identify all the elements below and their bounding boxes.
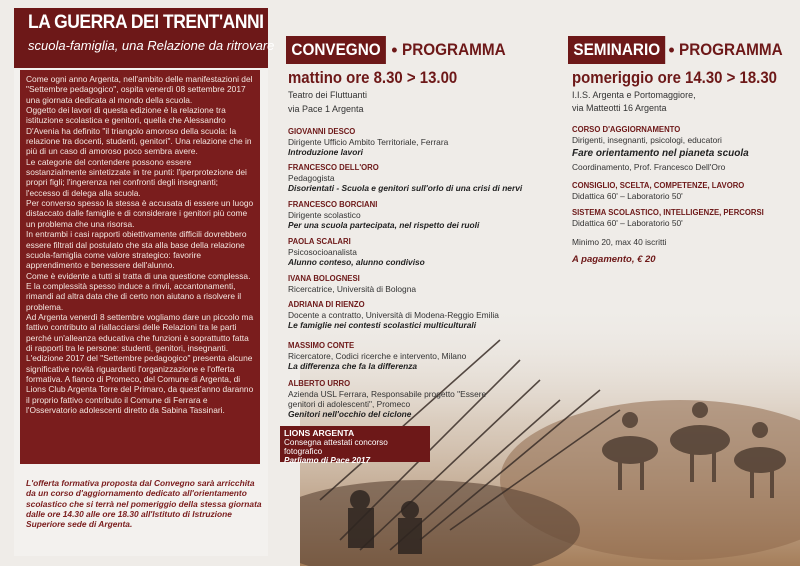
brochure-subtitle: scuola-famiglia, una Relazione da ritrovare: [28, 38, 275, 53]
speaker-role: Dirigente Ufficio Ambito Territoriale, Ferrara: [288, 137, 449, 147]
intro-header: [14, 8, 275, 68]
speaker-role: Pedagogista: [288, 173, 335, 183]
lions-talk: Parliamo di Pace 2017: [284, 456, 371, 465]
convegno-address: via Pace 1 Argenta: [288, 104, 364, 114]
speaker-talk: Per una scuola partecipata, nel rispetto dei ruoli: [288, 220, 480, 230]
speaker-name: GIOVANNI DESCO: [288, 126, 356, 136]
speaker-name: MASSIMO CONTE: [288, 340, 355, 350]
intro-panel: [14, 8, 275, 556]
intro-paragraph: Come ogni anno Argenta, nell'ambito delle manifestazioni del "Settembre pedagogico", ospita venerdì 08 settembre 2017 una giornata dedicata al mondo della scuola.: [26, 74, 253, 105]
intro-text: [20, 70, 260, 464]
course-role: Didattica 60' – Laboratorio 50': [572, 191, 683, 201]
intro-paragraph: Per converso spesso la stessa è accusata di essere un luogo distaccato dalle famiglie e di considerare i genitori più come un problema che una risorsa.: [26, 198, 254, 229]
convegno-title: PROGRAMMA: [401, 40, 506, 59]
course-role: Dirigenti, insegnanti, psicologi, educatori: [572, 135, 722, 145]
speaker-role: Dirigente scolastico: [288, 210, 361, 220]
header-dot: •: [668, 39, 675, 60]
course-name: SISTEMA SCOLASTICO, INTELLIGENZE, PERCORSI: [572, 207, 764, 217]
intro-paragraph: Come è evidente a tutti si tratta di una questione complessa. E la complessità spesso induce a rinvii, accantonamenti, rimandi ad altra data che di certo non aiutano a risolvere il problema.: [26, 270, 251, 312]
speaker-role: Docente a contratto, Università di Modena-Reggio Emilia: [288, 310, 499, 320]
seminario-tag: SEMINARIO: [568, 36, 666, 64]
seminario-title: PROGRAMMA: [678, 40, 783, 59]
speaker-name: IVANA BOLOGNESI: [288, 273, 360, 283]
intro-paragraph: L'edizione 2017 del "Settembre pedagogico" presenta alcune significative novità riguardanti l'organizzazione e l'offerta formativa. A fianco di Promeco, del Comune di Argenta, di Lions Club Argenta Torre del Primaro, da quest'anno daranno il proprio fattivo contributo il Comune di Ferrara e l'Osservatorio adolescenti diretto da Sabina Tassinari.: [26, 353, 254, 415]
brochure-title: LA GUERRA DEI TRENT'ANNI: [28, 12, 264, 33]
intro-paragraph: Le categorie del contendere possono essere sostanzialmente sintetizzate in tre punti: l'iperprotezione dei propri figli; l'ingerenza nei confronti degli insegnanti; l'eccesso di delega alla scuola.: [26, 156, 247, 198]
speaker-talk: Disorientati - Scuola e genitori sull'orlo di una crisi di nervi: [288, 183, 523, 193]
seminario-header: [568, 36, 794, 64]
course-name: CONSIGLIO, SCELTA, COMPETENZE, LAVORO: [572, 180, 745, 190]
course-title: Fare orientamento nel pianeta scuola: [572, 148, 749, 159]
seminario-time: pomeriggio ore 14.30 > 18.30: [572, 68, 777, 87]
course-name: CORSO D'AGGIORNAMENTO: [572, 124, 681, 134]
speaker-name: ALBERTO URRO: [288, 378, 351, 388]
enrollment-limit: Minimo 20, max 40 iscritti: [572, 237, 667, 247]
speaker-talk: Le famiglie nei contesti scolastici multiculturali: [288, 320, 477, 330]
speaker-talk: Genitori nell'occhio del ciclone: [288, 409, 412, 419]
speaker-name: PAOLA SCALARI: [288, 236, 351, 246]
course-role: Didattica 60' – Laboratorio 50': [572, 218, 683, 228]
speaker-name: ADRIANA DI RIENZO: [288, 299, 365, 309]
seminario-venue: I.I.S. Argenta e Portomaggiore,: [572, 90, 696, 100]
course-note: L'offerta formativa proposta dal Convegno sarà arricchita da un corso d'aggiornamento dedicato all'orientamento scolastico che si terrà nel pomeriggio della stessa giornata dalle ore 14.30 alle ore 18.30 all'Istituto di Istruzione Superiore sede di Argenta.: [26, 478, 262, 530]
convegno-tag: CONVEGNO: [286, 36, 386, 64]
speaker-role: Ricercatore, Codici ricerche e intervento, Milano: [288, 351, 467, 361]
convegno-venue: Teatro dei Fluttuanti: [288, 90, 368, 100]
convegno-time: mattino ore 8.30 > 13.00: [288, 68, 458, 87]
lions-box: [280, 426, 430, 465]
seminario-address: via Matteotti 16 Argenta: [572, 103, 667, 113]
header-dot: •: [391, 39, 398, 60]
intro-paragraph: Oggetto dei lavori di questa edizione è la relazione tra istituzione scolastica e genitori, quella che Alessandro D'Avenia ha definito "il triangolo amoroso della scuola: la relazione tra docenti, studenti, genitori". Una relazione che in più di un caso di amoroso poco sembra avere.: [26, 105, 252, 157]
convegno-header: [286, 36, 517, 64]
speaker-name: FRANCESCO DELL'ORO: [288, 162, 379, 172]
speaker-role: Psicosocioanalista: [288, 247, 357, 257]
course-price: A pagamento, € 20: [572, 254, 656, 265]
intro-paragraph: Ad Argenta venerdì 8 settembre vogliamo dare un piccolo ma fattivo contributo al riallacciarsi delle Relazioni tra le parti perché un'alleanza educativa che funzioni è soprattutto fatta di rapporti tra le persone: studenti, genitori, insegnanti.: [26, 311, 254, 353]
speaker-name: FRANCESCO BORCIANI: [288, 199, 378, 209]
course-role: Coordinamento, Prof. Francesco Dell'Oro: [572, 162, 726, 172]
intro-paragraph: In entrambi i casi rapporti obiettivamente difficili dovrebbero essere filtrati dal postulato che sta alla base della relazione scuola-famiglia come valore strategico: favorire apprendimento e benessere dell'alunno.: [26, 229, 247, 271]
lions-name: LIONS ARGENTA: [284, 428, 355, 438]
speaker-talk: La differenza che fa la differenza: [288, 361, 418, 371]
speaker-talk: Introduzione lavori: [288, 147, 363, 157]
lions-role: Consegna attestati concorso fotografico: [284, 438, 388, 456]
speaker-talk: Alunno conteso, alunno condiviso: [288, 257, 425, 267]
speaker-role: Ricercatrice, Università di Bologna: [288, 284, 417, 294]
speaker-role: Azienda USL Ferrara, Responsabile progetto "Essere genitori di adolescenti", Promeco: [288, 389, 487, 409]
